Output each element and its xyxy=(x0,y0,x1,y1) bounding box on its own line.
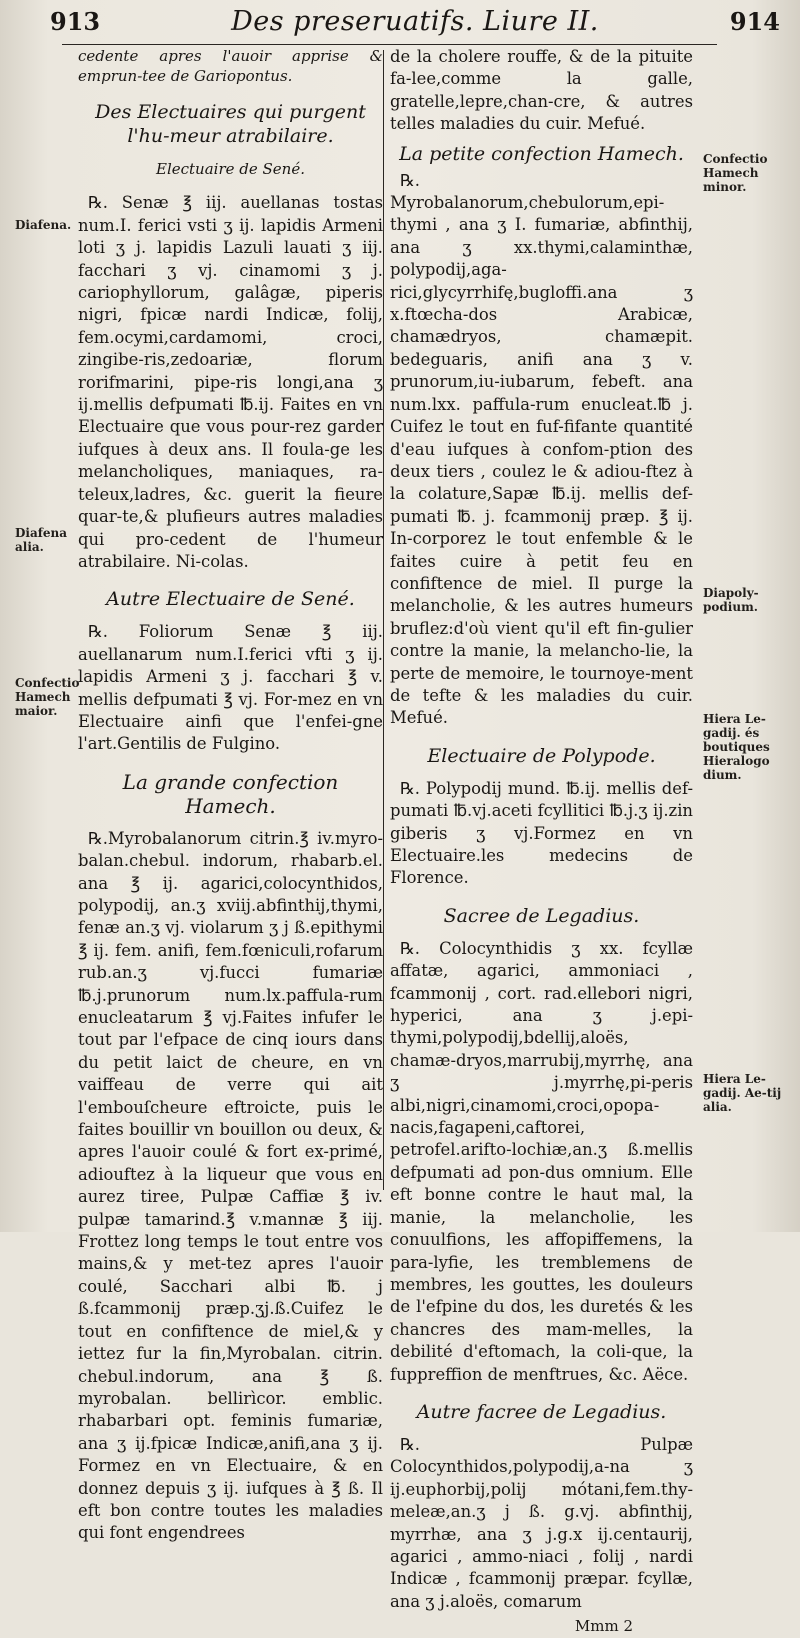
page-number-left: 913 xyxy=(50,7,101,36)
paragraph: ℞. Senæ ℥ iij. auellanas tostas num.I. ferici vsti ʒ ij. lapidis Armeni loti ʒ j. lapidis Lazuli lauati ʒ iij. facchari ʒ vj. cinamomi ʒ j. cariophyllorum, galâgæ, piperis nigri, fpicæ nardi Indicæ, folij, fem.ocymi,cardamomi, croci, zingibe-ris,zedoariæ, florum rorifmarini, pipe-ris longi,ana ʒ ij.mellis defpumati ℔.ij. Faites en vn Electuaire que vous pour-rez garder iufques à deux ans. Il foula-ge les melancholiques, maniaques, ra-teleux,ladres, &c. guerit la fieure quar-te,& plufieurs autres maladies qui pro-cedent de l'humeur atrabilaire. Ni-colas. xyxy=(78,193,383,571)
running-title: Des preseruatifs. Liure II. xyxy=(231,6,599,37)
paragraph: ℞.Myrobalanorum citrin.℥ iv.myro-balan.chebul. indorum, rhabarb.el. ana ℥ ij. agarici,colocynthidos, polypodij, an.ʒ xviij.abfinthij,thymi, fenæ an.ʒ vj. violarum ʒ j ß.epithymi ℥ ij. fem. anifi, fem.fœniculi,rofarum rub.an.ʒ vj.fucci fumariæ ℔.j.prunorum num.lx.paffula-rum enucleatarum ℥ vj.Faites infufer le tout par l'efpace de cinq iours dans du petit laict de cheure, en vn vaiffeau de verre qui ait l'embouſcheure eftroicte, puis le faites bouillir vn bouillon ou deux, & apres l'auoir coulé & fort ex-primé, adiouftez à la liqueur que vous en aurez tiree, Pulpæ Caffiæ ℥ iv. pulpæ tamarind.℥ v.mannæ ℥ iij. Frottez long temps le tout entre vos mains,& y met-tez apres l'auoir coulé, Sacchari albi ℔. j ß.fcammonij præp.ʒj.ß.Cuifez le tout en confiftence de miel,& y iettez fur la fin,Myrobalan. citrin. chebul.indorum, ana ℥ ß. myrobalan. bellirìcor. emblic. rhabarbari opt. feminis fumariæ, ana ʒ ij.fpicæ Indicæ,anifi,ana ʒ ij. Formez en vn Electuaire, & en donnez depuis ʒ ij. iufques à ℥ ß. Il eft bon contre toutes les maladies qui font engendrees xyxy=(78,828,383,1543)
paragraph: ℞. Colocynthidis ʒ xx. fcyllæ affatæ, agarici, ammoniaci , fcammonij , cort. rad.ellebori nigri, hyperici, ana ʒ j.epi-thymi,polypodij,bdellij,aloës, chamæ-dryos,marrubij,myrrhę, ana ʒ j.myrrhę,pi-peris albi,nigri,cinamomi,croci,opopa-nacis,fagapeni,caftorei, petrofel.arifto-lochiæ,an.ʒ ß.mellis defpumati ad pon-dus omnium. Elle eft bonne contre le haut mal, la manie, la melancholie, les conuulfions, les affopiffemens, la para-lyfie, les tremblemens de membres, les gouttes, les douleurs de l'efpine du dos, les duretés & les chancres des mam-melles, la debilité d'eftomach, la coli-que, la fuppreffion de menftrues, &c. Aëce. xyxy=(390,938,693,1384)
paragraph: ℞. Myrobalanorum,chebulorum,epi-thymi , ana ʒ I. fumariæ, abfinthij, ana ʒ xx.thymi,calaminthæ, polypodij,aga-rici,glycyrrhifę,bugloffi.ana ʒ x.ftœcha-dos Arabicæ, chamædryos, chamæpit. bedeguaris, anifi ana ʒ v. prunorum,iu-iubarum, febeft. ana num.lxx. paffula-rum enucleat.℔ j. Cuifez le tout en fuf-fifante quantité d'eau iufques à confom-ption des deux tiers , coulez le & adiou-ftez à la colature,Sapæ ℔.ij. mellis def-pumati ℔. j. fcammonij præp. ℥ ij. In-corporez le tout enfemble & le faites cuire à petit feu en confiftence de miel. Il purge la melancholie, & les autres humeurs bruflez:d'où vient qu'il eft fin-gulier contre la manie, la melancho-lie, la perte de memoire, le tournoye-ment de tefte & les maladies du cuir. Mefué. xyxy=(390,170,693,728)
section-heading: La grande confection Hamech. xyxy=(122,769,339,818)
intro-text: cedente apres l'auoir apprise & emprun-tee de Gariopontus. xyxy=(78,47,383,85)
section-heading: Autre Electuaire de Sené. xyxy=(106,588,355,611)
section-subheading: Electuaire de Sené. xyxy=(156,160,305,178)
section-heading: La petite confection Hamech. xyxy=(399,142,684,165)
section-heading: Autre facree de Legadius. xyxy=(416,1400,667,1423)
signature-mark: Mmm 2 xyxy=(574,1617,633,1636)
page-number-right: 914 xyxy=(729,7,780,36)
margin-note: Hiera Le-gadij. Ae-tij alia. xyxy=(703,1072,782,1114)
paragraph: ℞. Pulpæ Colocynthidos,polypodij,a-na ʒ ij.euphorbij,polij mótani,fem.thy-meleæ,an.ʒ j ß. g.vj. abfinthij, myrrhæ, ana ʒ j.g.x ij.centaurij, agarici , ammo-niaci , folij , nardi Indicæ , fcammonij præpar. fcyllæ, ana ʒ j.aloës, comarum xyxy=(390,1434,693,1611)
margin-note: Diafena. xyxy=(15,218,72,232)
section-heading: Sacree de Legadius. xyxy=(443,904,640,927)
paragraph: de la cholere rouffe, & de la pituite fa-lee,comme la galle, gratelle,lepre,chan-cre, & autres telles maladies du cuir. Mefué. xyxy=(390,47,693,134)
margin-note: Hiera Le-gadij. és boutiques Hieralogo dium. xyxy=(703,712,770,782)
margin-note: Diapoly-podium. xyxy=(703,586,759,614)
column-divider xyxy=(383,50,384,1190)
left-column xyxy=(78,46,383,1545)
right-column xyxy=(390,46,693,1638)
paragraph: ℞. Polypodij mund. ℔.ij. mellis def-pumati ℔.vj.aceti fcyllitici ℔.j.ʒ ij.zin giberis ʒ vj.Formez en vn Electuaire.les medecins de Florence. xyxy=(390,778,693,888)
section-heading: Electuaire de Polypode. xyxy=(427,744,656,767)
margin-note: Confectio Hamech minor. xyxy=(703,152,768,194)
page-header xyxy=(50,6,780,46)
section-heading: Des Electuaires qui purgent l'hu-meur atrabilaire. xyxy=(95,101,366,147)
margin-note: Confectio Hamech maior. xyxy=(15,676,80,718)
paragraph: ℞. Foliorum Senæ ℥ iij. auellanarum num.I.ferici vfti ʒ ij. lapidis Armeni ʒ j. facchari ℥ v. mellis defpumati ℥ vj. For-mez en vn Electuaire ainfi que l'enfei-gne l'art.Gentilis de Fulgino. xyxy=(78,622,383,754)
header-rule xyxy=(62,44,717,45)
margin-note: Diafena alia. xyxy=(15,526,68,554)
